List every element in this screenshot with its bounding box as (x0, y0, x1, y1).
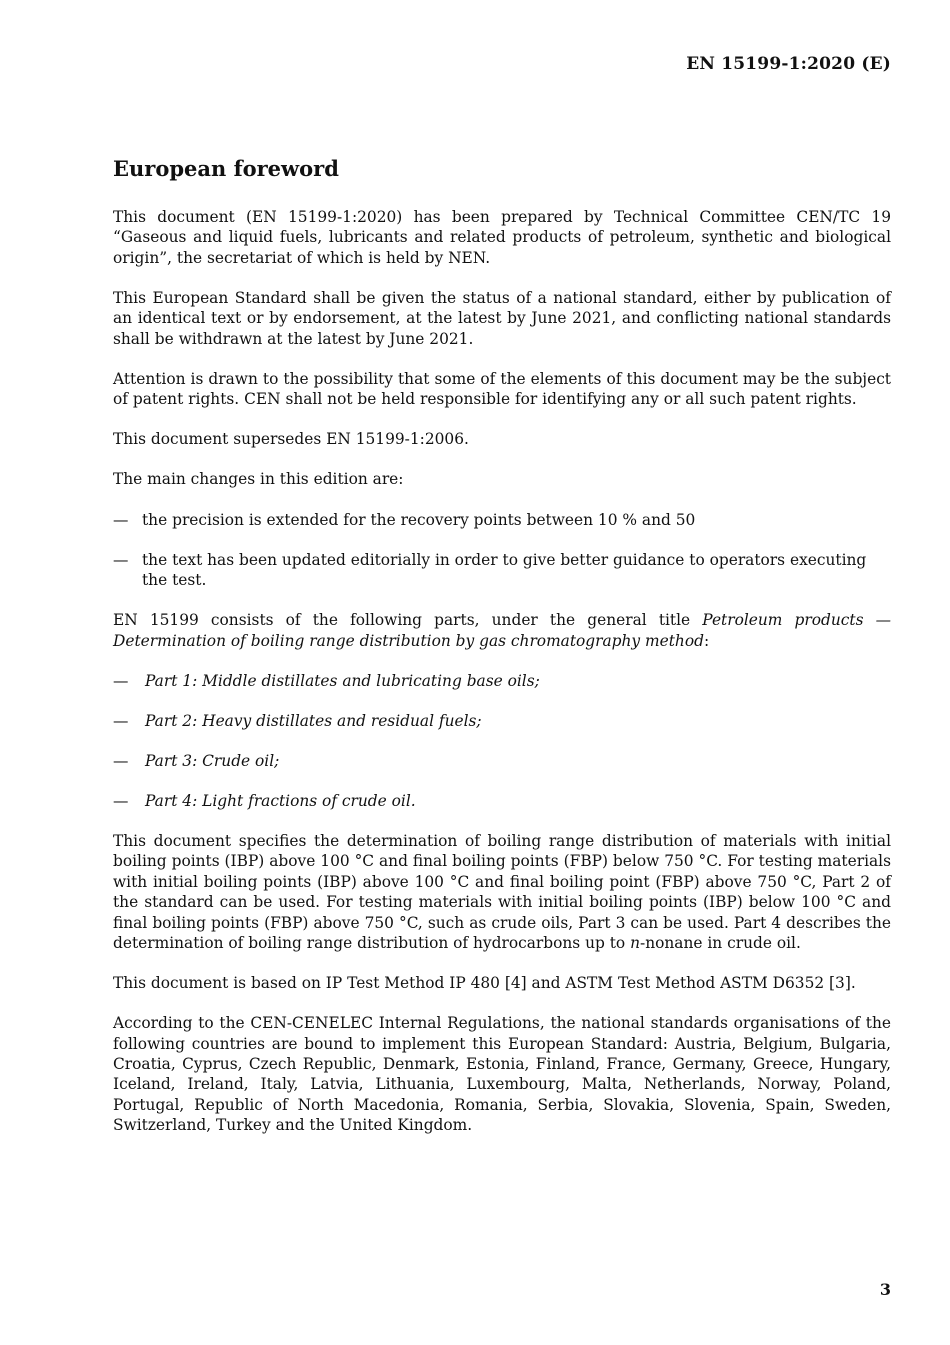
list-dash: — (113, 671, 129, 690)
list-dash: — (113, 550, 129, 569)
n-italic: n (630, 934, 640, 952)
paragraph-supersedes: This document supersedes EN 15199-1:2006. (113, 430, 469, 449)
change-item-text: the text has been updated editorially in order to give better guidance to operators executing the test. (142, 550, 867, 589)
paragraph-based-on: This document is based on IP Test Method IP 480 [4] and ASTM Test Method ASTM D6352 [3]. (113, 974, 856, 993)
list-item (113, 671, 891, 691)
foreword-body (113, 207, 891, 1155)
list-dash: — (113, 510, 129, 529)
paragraph-countries: According to the CEN-CENELEC Internal Regulations, the national standards organisations of the following countries are bound to implement this European Standard: Austria, Belgium, Bulgaria, Croatia, Cyprus, Czech Republic, Denmark, Estonia, Finland, France, Germany, Greece, Hungary, Iceland, Ireland, Italy, Latvia, Lithuania, Luxembourg, Malta, Netherlands, Norway, Poland, Portugal, Republic of North Macedonia, Romania, Serbia, Slovakia, Slovenia, Spain, Sweden, Switzerland, Turkey and the United Kingdom. (113, 1014, 891, 1135)
scope-text: This document specifies the determination of boiling range distribution of materials with initial boiling points (IBP) above 100 °C and final boiling points (FBP) below 750 °C. For testing materials with initial boiling points (IBP) above 100 °C and final boiling point (FBP) above 750 °C, Part 2 of the standard can be used. For testing materials with initial boiling points (IBP) below 100 °C and final boiling points (FBP) above 750 °C, such as crude oils, Part 3 can be used. Part 4 describes the determination of boiling range distribution of hydrocarbons up to (113, 831, 891, 952)
paragraph-status: This European Standard shall be given the status of a national standard, either by publication of an identical text or by endorsement, at the latest by June 2021, and conflicting national standards shall be withdrawn at the latest by June 2021. (113, 288, 891, 348)
part-item-text: Part 2: Heavy distillates and residual fuels; (145, 711, 482, 730)
list-item (113, 510, 891, 530)
paragraph-main-changes-intro: The main changes in this edition are: (113, 470, 404, 489)
paragraph-parts-intro (113, 610, 891, 651)
scope-text-end: -nonane in crude oil. (640, 934, 801, 952)
paragraph-scope (113, 831, 891, 953)
section-heading: European foreword (113, 156, 339, 181)
change-item-text: the precision is extended for the recovery points between 10 % and 50 (142, 510, 696, 529)
page-number: 3 (879, 1280, 891, 1299)
list-item (113, 550, 891, 591)
list-item (113, 751, 891, 771)
parts-intro-colon: : (703, 631, 710, 650)
list-dash: — (113, 791, 129, 810)
part-item-text: Part 1: Middle distillates and lubricating base oils; (145, 671, 540, 690)
general-title: Petroleum products — Determination of boiling range distribution by gas chromatography method (113, 611, 891, 650)
part-item-text: Part 3: Crude oil; (145, 751, 280, 770)
document-id: EN 15199-1:2020 (E) (686, 54, 891, 74)
part-item-text: Part 4: Light fractions of crude oil. (145, 791, 416, 810)
list-dash: — (113, 711, 129, 730)
parts-intro-text: EN 15199 consists of the following parts, under the general title (113, 611, 703, 630)
list-item (113, 791, 891, 811)
list-item (113, 711, 891, 731)
list-dash: — (113, 751, 129, 770)
paragraph-patent-rights: Attention is drawn to the possibility that some of the elements of this document may be the subject of patent rights. CEN shall not be held responsible for identifying any or all such patent rights. (113, 369, 891, 409)
paragraph-prepared-by: This document (EN 15199-1:2020) has been prepared by Technical Committee CEN/TC 19 “Gaseous and liquid fuels, lubricants and related products of petroleum, synthetic and biological origin”, the secretariat of which is held by NEN. (113, 208, 891, 267)
